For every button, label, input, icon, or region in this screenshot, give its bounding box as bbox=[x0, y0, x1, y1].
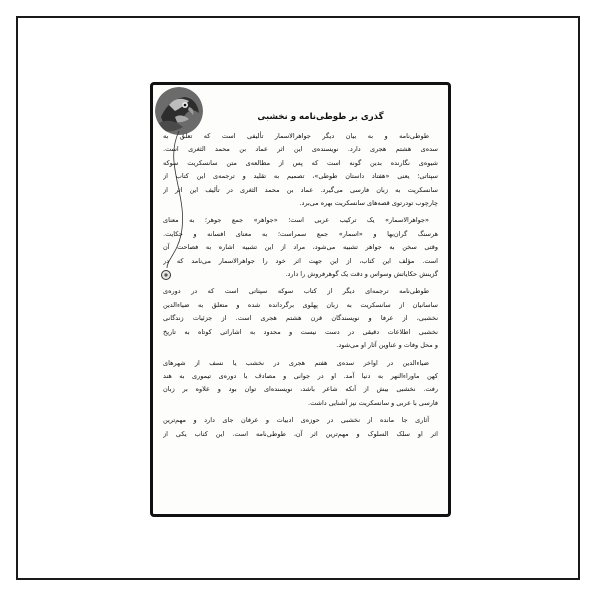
page-title: گذری بر طوطی‌نامه و نخشبی bbox=[257, 112, 384, 122]
paragraph bbox=[163, 285, 438, 352]
text-line: ساسانیان از سانسکریت به زبان پهلوی برگردانده شده و متعلق به ضیاءالدین bbox=[163, 300, 438, 309]
text-line: نخشبی اطلاعات دقیقی در دست نیست و محدود به اشاراتی کوتاه به تاریخ bbox=[163, 327, 438, 336]
text-line: وقتی سخن به جواهر تشبیه می‌شود، مراد از این تشبیه اشاره به فصاحت آن bbox=[163, 243, 438, 252]
paragraph bbox=[163, 414, 438, 441]
paragraph bbox=[163, 214, 438, 281]
text-line: رفت. نخشبی بیش از آنکه شاعر باشد، نویسنده‌ای توان بود و علاوه بر زبان bbox=[163, 385, 438, 394]
text-line: سپتاتی؛ یعنی «هفتاد داستان طوطی»، تصمیم به تقلید و ترجمه‌ی این کتاب از bbox=[163, 172, 438, 181]
paragraphs bbox=[163, 130, 438, 441]
text-line: و محل وفات و عناوین آثار او می‌شود. bbox=[336, 341, 438, 350]
text-line: سده‌ی هشتم هجری دارد. نویسنده‌ی این اثر عماد بن محمد الثغری است. bbox=[163, 145, 438, 154]
text-line: هرسنگ گران‌بها و «اسمار» جمع سمراست؛ به معنای افسانه و حکایت. bbox=[163, 229, 438, 238]
text-line: شیوه‌ی نگارنده بدین گونه است که پس از مطالعه‌ی متن سانسکریت سوکه bbox=[163, 158, 438, 167]
text-line: طوطی‌نامه و به بیان دیگر جواهرالاسمار تألیفی است که تعلق به bbox=[163, 132, 429, 140]
text-line: فارسی با عربی و سانسکریت نیز آشنایی داشت. bbox=[308, 398, 438, 407]
page-text bbox=[163, 111, 438, 445]
text-line: سانسکریت به زبان فارسی می‌گیرد. عماد بن محمد الثغری در تألیف این اثر از bbox=[163, 185, 438, 194]
book-page bbox=[150, 82, 451, 517]
paragraph bbox=[163, 357, 438, 411]
text-line: طوطی‌نامه ترجمه‌ای دیگر از کتاب سوکه سپتاتی است که در دوره‌ی bbox=[163, 287, 429, 296]
text-line: اثر او سلک السلوک و مهم‌ترین اثر آن، طوطی‌نامه است. این کتاب یکی از bbox=[163, 429, 438, 438]
text-line: نخشبی، از عرفا و نویسندگان قرن هشتم هجری است. از جزئیات زندگانی bbox=[163, 314, 438, 323]
text-line: کهن ماوراءالنهر به دنیا آمد. او در جوانی و مصادف با دوره‌ی تیموری به هند bbox=[163, 371, 438, 380]
text-line: «جواهرالاسمار» یک ترکیب عربی است؛ «جواهر» جمع جوهر؛ به معنای bbox=[163, 216, 429, 225]
text-line: گزینش حکایاتش وسواس و دقت یک گوهرفروش را دارد. bbox=[285, 270, 438, 279]
text-line: است. مؤلف این کتاب، از این جهت اثر خود را جواهرالاسمار می‌نامد که در bbox=[163, 256, 438, 265]
paragraph bbox=[163, 130, 438, 210]
text-line: ضیاءالدین در اواخر سده‌ی هفتم هجری در نخشب یا نسف از شهرهای bbox=[163, 358, 429, 367]
text-line: آثاری جا مانده از نخشبی در حوزه‌ی ادبیات و عرفان جای دارد و مهم‌ترین bbox=[163, 416, 429, 425]
text-line: چارچوب تودرتوی قصه‌های سانسکریت بهره می‌برد. bbox=[299, 199, 438, 208]
